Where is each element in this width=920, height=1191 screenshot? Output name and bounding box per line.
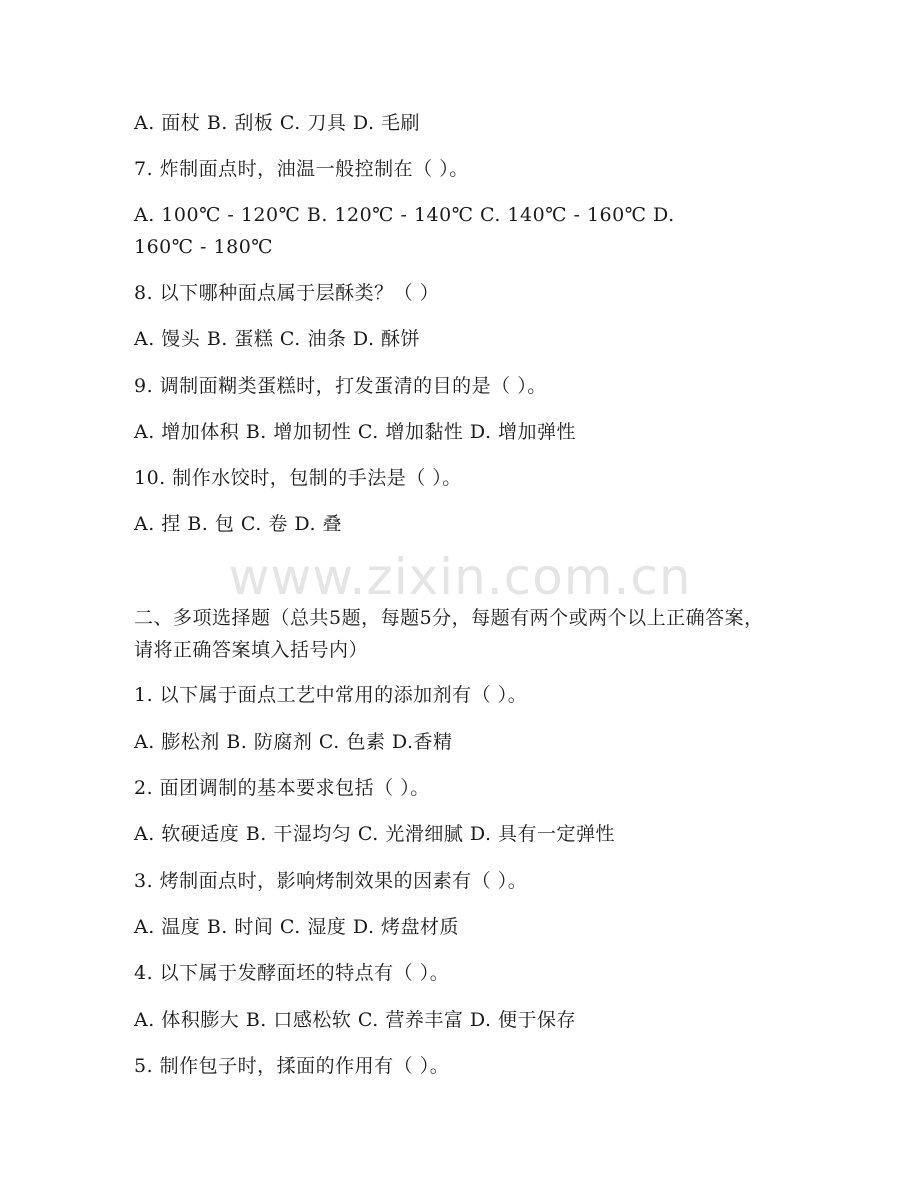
mq2-question: 2. 面团调制的基本要求包括（ ）。 [134, 777, 430, 799]
mq2-options: A. 软硬适度 B. 干湿均匀 C. 光滑细腻 D. 具有一定弹性 [134, 823, 616, 845]
mq3-question: 3. 烤制面点时，影响烤制效果的因素有（ ）。 [134, 870, 528, 892]
q6-options: A. 面杖 B. 刮板 C. 刀具 D. 毛刷 [134, 112, 421, 134]
mq1-question: 1. 以下属于面点工艺中常用的添加剂有（ ）。 [134, 684, 528, 706]
mq4-question: 4. 以下属于发酵面坯的特点有（ ）。 [134, 962, 450, 984]
mq3-options: A. 温度 B. 时间 C. 湿度 D. 烤盘材质 [134, 916, 460, 938]
mq5-question: 5. 制作包子时，揉面的作用有（ ）。 [134, 1055, 450, 1077]
q9-options: A. 增加体积 B. 增加韧性 C. 增加黏性 D. 增加弹性 [134, 421, 577, 443]
q8-options: A. 馒头 B. 蛋糕 C. 油条 D. 酥饼 [134, 328, 421, 350]
q10-options: A. 捏 B. 包 C. 卷 D. 叠 [134, 513, 343, 535]
mq4-options: A. 体积膨大 B. 口感松软 C. 营养丰富 D. 便于保存 [134, 1009, 577, 1031]
watermark: www.zixin.com.cn [228, 548, 692, 606]
mq1-options: A. 膨松剂 B. 防腐剂 C. 色素 D.香精 [134, 731, 453, 753]
q10-question: 10. 制作水饺时，包制的手法是（ ）。 [134, 467, 462, 489]
q7-options: A. 100℃ - 120℃ B. 120℃ - 140℃ C. 140℃ - 160℃ D. 160℃ - 180℃ [134, 204, 675, 258]
q9-question: 9. 调制面糊类蛋糕时，打发蛋清的目的是（ ）。 [134, 375, 547, 397]
section-heading: 二、多项选择题（总共5题，每题5分，每题有两个或两个以上正确答案，请将正确答案填入括号内） [134, 607, 764, 661]
q7-question: 7. 炸制面点时，油温一般控制在（ ）。 [134, 158, 469, 180]
q8-question: 8. 以下哪种面点属于层酥类？（ ） [134, 282, 440, 304]
